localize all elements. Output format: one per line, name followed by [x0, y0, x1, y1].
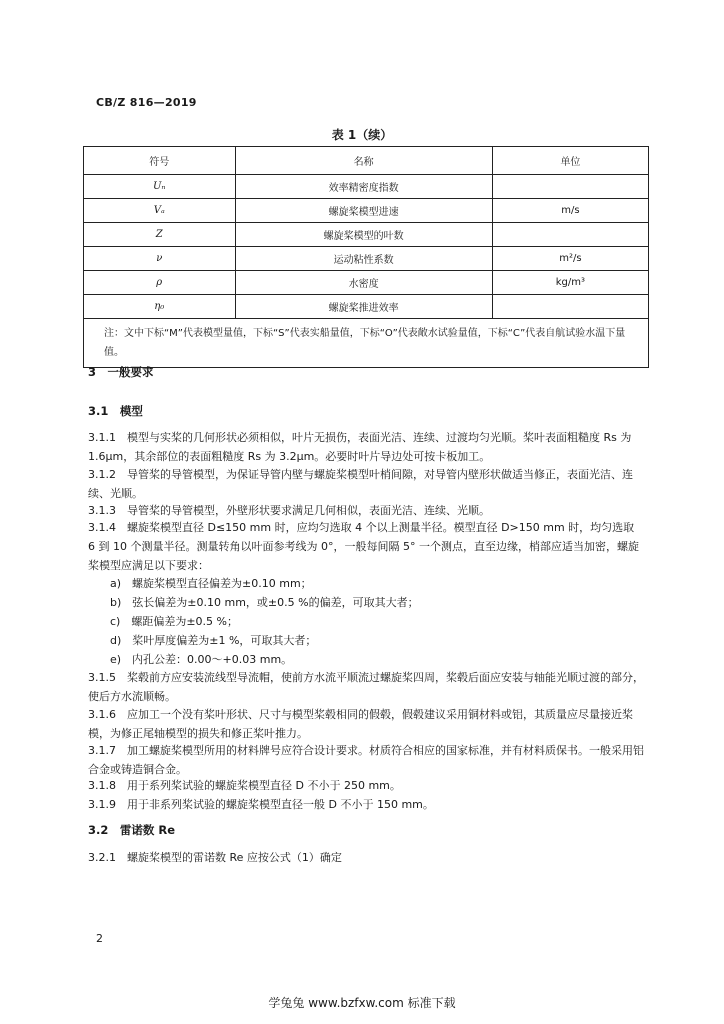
section-3-heading: 3 一般要求: [88, 365, 154, 379]
cell-name: 螺旋桨推进效率: [235, 295, 492, 319]
table-row: [84, 175, 649, 199]
cell-unit: [492, 223, 648, 247]
table-row: [84, 271, 649, 295]
standard-code: CB/Z 816—2019: [96, 96, 197, 109]
clause-3-1-9: 3.1.9 用于非系列桨试验的螺旋桨模型直径一般 D 不小于 150 mm。: [88, 798, 434, 811]
cell-unit: kg/m³: [492, 271, 648, 295]
table-note-row: [84, 319, 649, 368]
list-item: d) 桨叶厚度偏差为±1 %，可取其大者；: [110, 634, 317, 647]
list-item: b) 弦长偏差为±0.10 mm，或±0.5 %的偏差，可取其大者；: [110, 596, 419, 609]
cell-unit: [492, 175, 648, 199]
cell-symbol: η₀: [84, 295, 236, 319]
cell-name: 效率精密度指数: [235, 175, 492, 199]
page-number: 2: [96, 932, 103, 945]
symbols-table: [83, 146, 649, 368]
section-3-2-heading: 3.2 雷诺数 Re: [88, 823, 176, 837]
list-item: e) 内孔公差：0.00～+0.03 mm。: [110, 653, 293, 666]
cell-symbol: ν: [84, 247, 236, 271]
clause-3-1-2: 3.1.2 导管桨的导管模型，为保证导管内壁与螺旋桨模型叶梢间隙，对导管内壁形状做适当修正，表面光洁、连续、光顺。: [88, 468, 633, 500]
list-item: a) 螺旋桨模型直径偏差为±0.10 mm；: [110, 577, 312, 590]
cell-symbol: Uₙ: [84, 175, 236, 199]
cell-symbol: ρ: [84, 271, 236, 295]
cell-unit: m/s: [492, 199, 648, 223]
table-row: [84, 223, 649, 247]
header-name: 名称: [235, 147, 492, 175]
clause-3-1-5: 3.1.5 桨毂前方应安装流线型导流帽，使前方水流平顺流过螺旋桨四周，桨毂后面应安装与轴能光顺过渡的部分，使后方水流顺畅。: [88, 671, 644, 703]
cell-unit: m²/s: [492, 247, 648, 271]
clause-3-2-1: 3.2.1 螺旋桨模型的雷诺数 Re 应按公式（1）确定: [88, 851, 342, 864]
clause-3-1-3: 3.1.3 导管桨的导管模型，外壁形状要求满足几何相似，表面光洁、连续、光顺。: [88, 504, 490, 517]
cell-symbol: Z: [84, 223, 236, 247]
clause-3-1-7: 3.1.7 加工螺旋桨模型所用的材料牌号应符合设计要求。材质符合相应的国家标准，并有材料质保书。一般采用铝合金或铸造铜合金。: [88, 744, 644, 776]
clause-3-1-8: 3.1.8 用于系列桨试验的螺旋桨模型直径 D 不小于 250 mm。: [88, 779, 401, 792]
table-note: 注：文中下标“M”代表模型量值，下标“S”代表实船量值，下标“O”代表敞水试验量值，下标“C”代表自航试验水温下量值。: [84, 319, 649, 368]
cell-symbol: Vₐ: [84, 199, 236, 223]
footer-watermark: 学兔兔 www.bzfxw.com 标准下载: [268, 996, 456, 1010]
cell-name: 螺旋桨模型进速: [235, 199, 492, 223]
clause-3-1-6: 3.1.6 应加工一个没有桨叶形状、尺寸与模型桨毂相同的假毂，假毂建议采用铜材料或铝，其质量应尽量接近桨模，为修正尾轴模型的损失和修正桨叶推力。: [88, 708, 633, 740]
section-3-1-heading: 3.1 模型: [88, 404, 143, 418]
cell-name: 水密度: [235, 271, 492, 295]
clause-3-1-1: 3.1.1 模型与实桨的几何形状必须相似，叶片无损伤，表面光洁、连续、过渡均匀光顺。桨叶表面粗糙度 Rs 为 1.6μm，其余部位的表面粗糙度 Rs 为 3.2μm。必要时叶片导边处可按卡板加工。: [88, 431, 632, 463]
cell-name: 螺旋桨模型的叶数: [235, 223, 492, 247]
cell-name: 运动粘性系数: [235, 247, 492, 271]
header-unit: 单位: [492, 147, 648, 175]
clause-3-1-4: 3.1.4 螺旋桨模型直径 D≤150 mm 时，应均匀选取 4 个以上测量半径。模型直径 D>150 mm 时，均匀选取 6 到 10 个测量半径。测量转角以叶面参考线为 0°，一般每间隔 5° 一个测点，直至边缘，梢部应适当加密，螺旋桨模型应满足以下要求：: [88, 521, 639, 572]
list-item: c) 螺距偏差为±0.5 %；: [110, 615, 238, 628]
table-row: [84, 295, 649, 319]
table-row: [84, 199, 649, 223]
header-symbol: 符号: [84, 147, 236, 175]
cell-unit: [492, 295, 648, 319]
table-header-row: [84, 147, 649, 175]
table-row: [84, 247, 649, 271]
table-title: 表 1（续）: [331, 128, 393, 142]
